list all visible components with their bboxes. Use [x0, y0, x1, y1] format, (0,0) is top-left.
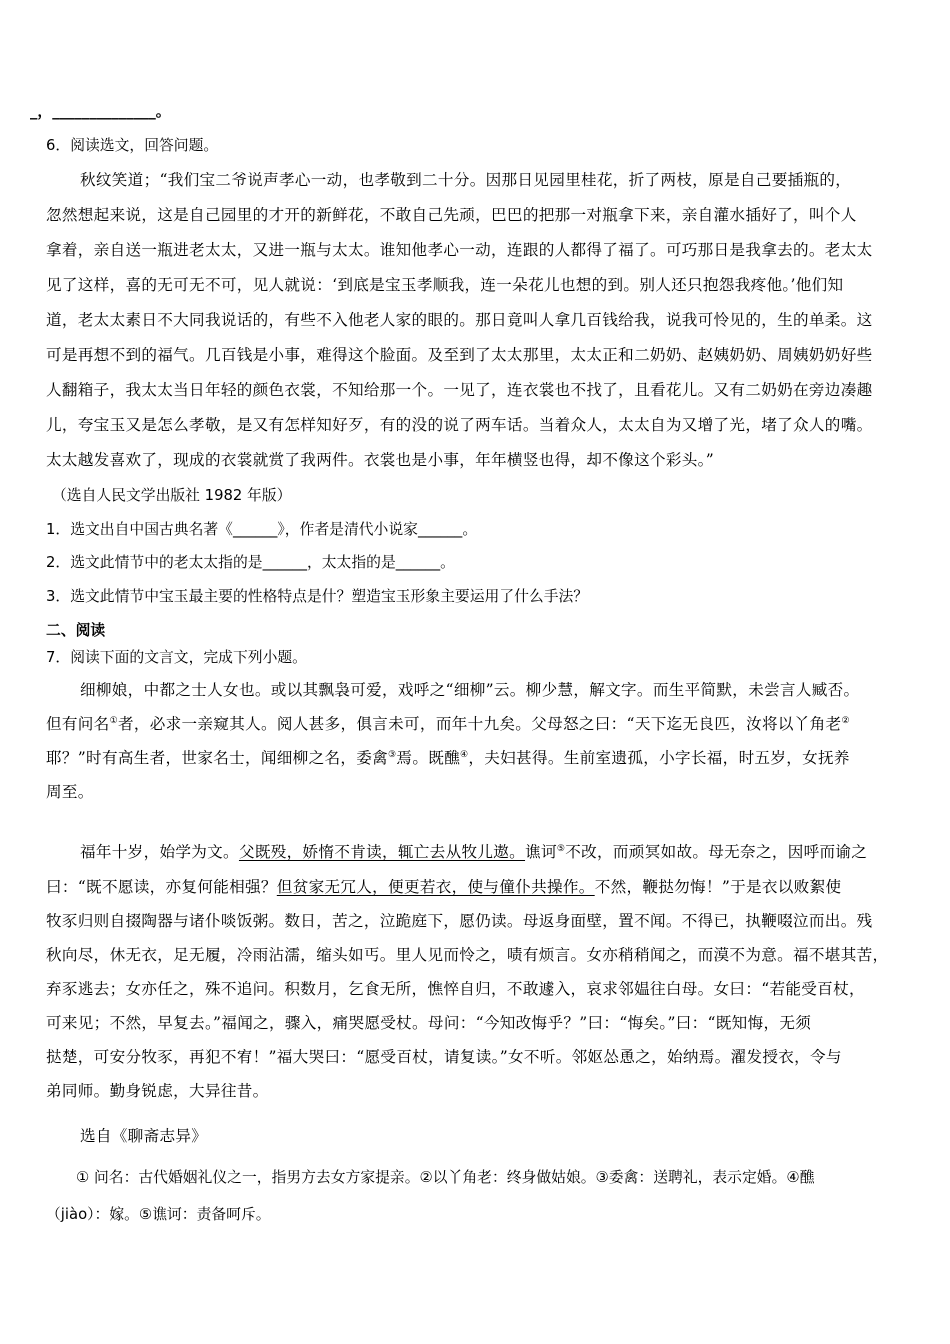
- passage-line: 可是再想不到的福气。几百钱是小事，难得这个脸面。及至到了太太那里，太太正和二奶奶、赵姨奶奶、周姨奶奶好些: [46, 346, 873, 364]
- passage-line: 道，老太太素日不大同我说话的，有些不入他老人家的眼的。那日竟叫人拿几百钱给我，说我可怜见的，生的单柔。这: [46, 311, 873, 329]
- footnote-marker: ②: [841, 715, 850, 726]
- passage-line: 细柳娘，中都之士人女也。或以其飘袅可爱，戏呼之“细柳”云。柳少慧，解文字。而生平简默，未尝言人臧否。: [80, 681, 860, 699]
- passage-line: 但有问名①者，必求一亲窥其人。阅人甚多，俱言未可，而年十九矣。父母怒之曰：“天下迄无良匹，汝将以丫角老②: [46, 715, 850, 733]
- answer-blank-line: _，______________。: [30, 103, 171, 120]
- footnote-marker: ④: [460, 749, 469, 760]
- passage-line: 福年十岁，始学为文。父既殁，娇惰不肯读，辄亡去从牧儿遨。谯诃⑤不改，而顽冥如故。母无奈之，因呼而谕之: [80, 843, 868, 861]
- footnotes-line: ① 问名：古代婚姻礼仪之一，指男方去女方家提亲。②以丫角老：终身做姑娘。③委禽：送聘礼，表示定婚。④醮: [76, 1169, 815, 1186]
- underlined-sentence: 父既殁，娇惰不肯读，辄亡去从牧儿遨。: [238, 843, 526, 861]
- passage-line: 秋纹笑道；“我们宝二爷说声孝心一动，也孝敬到二十分。因那日见园里桂花，折了两枝，原是自己要插瓶的，: [80, 171, 852, 189]
- sub-question-2: 2．选文此情节中的老太太指的是______，太太指的是______。: [46, 554, 455, 571]
- passage-line: 儿，夸宝玉又是怎么孝敬，是又有怎样知好歹，有的没的说了两车话。当着众人，太太自为又增了光，堵了众人的嘴。: [46, 416, 873, 434]
- footnotes-line: （jiào）：嫁。⑤谯诃：责备呵斥。: [46, 1206, 271, 1223]
- passage-source: （选自人民文学出版社 1982 年版）: [52, 487, 292, 504]
- footnote-marker: ③: [388, 749, 397, 760]
- passage-line: 周至。: [46, 783, 94, 801]
- question-7-heading: 7．阅读下面的文言文，完成下列小题。: [46, 649, 307, 666]
- passage-line: 拿着，亲自送一瓶进老太太，又进一瓶与太太。谁知他孝心一动，连跟的人都得了福了。可巧那日是我拿去的。老太太: [46, 241, 873, 259]
- passage-line: 人翻箱子，我太太当日年轻的颜色衣裳，不知给那一个。一见了，连衣裳也不找了，且看花儿。又有二奶奶在旁边凑趣: [46, 381, 873, 399]
- question-6-heading: 6．阅读选文，回答问题。: [46, 137, 219, 154]
- passage-line: 见了这样，喜的无可无不可，见人就说：‘到底是宝玉孝顺我，连一朵花儿也想的到。别人还只抱怨我疼他。’他们知: [46, 276, 844, 294]
- passage-line: 弃豕逃去；女亦任之，殊不追问。积数月，乞食无所，憔悴自归，不敢遽入，哀求邻媪往白母。女曰：“若能受百杖，: [46, 980, 865, 998]
- passage-line: 牧豕归则自掇陶器与诸仆啖饭粥。数日，苦之，泣跪庭下，愿仍读。母返身面壁，置不闻。不得已，执鞭啜泣而出。残: [46, 912, 873, 930]
- passage-line: 可来见；不然，早复去。”福闻之，骤入，痛哭愿受杖。母问：“今知改悔乎？”曰：“悔矣。”曰：“既知悔，无须: [46, 1014, 812, 1032]
- passage-line: 太太越发喜欢了，现成的衣裳就赏了我两件。衣裳也是小事，年年横竖也得，却不像这个彩头。”: [46, 451, 715, 469]
- section-title: 二、阅读: [46, 622, 106, 639]
- sub-question-1: 1．选文出自中国古典名著《______》，作者是清代小说家______。: [46, 521, 478, 538]
- passage-line: 忽然想起来说，这是自己园里的才开的新鲜花，不敢自己先顽，巴巴的把那一对瓶拿下来，亲自灌水插好了，叫个人: [46, 206, 857, 224]
- passage-line: 秋向尽，休无衣，足无履，冷雨沾濡，缩头如丐。里人见而怜之，啧有烦言。女亦稍稍闻之，而漠不为意。福不堪其苦，: [46, 946, 889, 964]
- footnote-marker: ⑤: [556, 843, 566, 854]
- passage-line: 弟同师。勤身锐虑，大异往昔。: [46, 1082, 269, 1100]
- underlined-sentence: 但贫家无冗人，便更若衣，使与僮仆共操作。: [276, 878, 595, 896]
- passage-source: 选自《聊斋志异》: [80, 1127, 208, 1145]
- passage-line: 曰：“既不愿读，亦复何能相强？但贫家无冗人，便更若衣，使与僮仆共操作。不然，鞭挞勿悔！”于是衣以败絮使: [46, 878, 842, 896]
- passage-line: 耶？”时有高生者，世家名士，闻细柳之名，委禽③焉。既醮④，夫妇甚得。生前室遗孤，小字长福，时五岁，女抚养: [46, 749, 850, 767]
- sub-question-3: 3．选文此情节中宝玉最主要的性格特点是什？塑造宝玉形象主要运用了什么手法？: [46, 588, 589, 605]
- passage-line: 挞楚，可安分牧豕，再犯不宥！”福大哭曰：“愿受百杖，请复读。”女不听。邻妪怂恿之，始纳焉。濯发授衣，令与: [46, 1048, 842, 1066]
- footnote-marker: ①: [109, 715, 118, 726]
